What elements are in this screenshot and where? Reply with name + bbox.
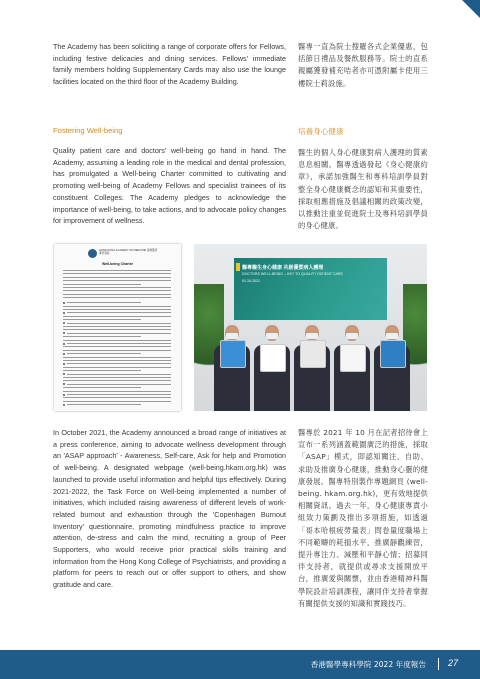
intro-zh <box>298 41 428 90</box>
document-text-line <box>67 384 171 385</box>
document-text-line <box>63 387 141 388</box>
document-text-line <box>67 374 171 375</box>
document-text-line <box>63 270 171 271</box>
intro-en <box>53 41 286 88</box>
document-org: HONG KONG ACADEMY OF MEDICINE 香港醫學專科學院 <box>99 249 158 255</box>
promo-sign <box>380 340 406 368</box>
document-text-line <box>67 312 171 313</box>
wellbeing-en <box>53 126 286 227</box>
intro-en-text: The Academy has been soliciting a range of corporate offers for Fellows, including festive delicacies and dining services. Fellows' immediate family members holding Supplementary Cards may also use the lounge facilities located on the third floor of the Academy Building. <box>53 42 286 87</box>
document-text-line <box>67 404 141 405</box>
document-text-line <box>67 353 141 354</box>
document-text-line <box>63 277 171 278</box>
document-text-line <box>63 294 171 295</box>
document-bullet-icon <box>63 312 65 314</box>
document-title: Well-being Charter <box>101 262 134 266</box>
face-mask <box>226 333 238 339</box>
document-text-line <box>63 360 171 361</box>
document-text-line <box>63 306 171 307</box>
document-bullet-icon <box>63 322 65 324</box>
document-text-line <box>67 363 171 364</box>
backdrop-marker <box>236 263 240 271</box>
wellbeing-zh-text: 醫生的個人身心健康對病人護理的質素息息相關。醫專透過發起《身心健康約章》，承諾加強醫生和專科培訓學員對整全身心健康概念的認知和其重要性，採取相應措施及倡議相關的政策改變，以推動注重並促進院士及專科培訓學員的身心健康。 <box>298 148 428 231</box>
document-text-line <box>63 287 171 288</box>
face-mask <box>306 333 318 339</box>
footer-divider <box>438 658 439 670</box>
page-footer <box>0 650 480 679</box>
document-text-line <box>63 340 171 341</box>
promo-sign <box>220 340 246 368</box>
document-bullet-icon <box>63 343 65 345</box>
document-bullet-icon <box>63 394 65 396</box>
backdrop-title-zh: 醫專醫生身心健康 共創優質病人護理 <box>242 265 324 271</box>
document-text-line <box>63 316 171 317</box>
document-text-line <box>63 297 171 298</box>
section-heading-zh: 培養身心健康 <box>298 127 344 136</box>
page-number: 27 <box>447 658 458 668</box>
document-text-line <box>63 350 171 351</box>
document-text-line <box>63 290 171 291</box>
document-text-line <box>63 380 171 381</box>
press-conference-photo <box>194 244 427 411</box>
document-text-line <box>63 367 171 368</box>
document-text-line <box>63 319 141 320</box>
promo-sign <box>300 340 326 368</box>
document-text-line <box>67 333 171 334</box>
document-text-line <box>63 370 141 371</box>
document-text-line <box>63 326 171 327</box>
promo-sign <box>340 344 366 372</box>
document-bullet-icon <box>63 404 65 406</box>
document-text-line <box>67 302 141 303</box>
document-text-line <box>63 397 171 398</box>
initiatives-zh-text: 醫專於 2021 年 10 月在記者招待會上宣布一系列涵蓋範圍廣泛的措施，採取「ASAP」模式，即認知關注、自助、求助及推廣身心健康，推動身心靈的健康發展。醫專特別製作專題網頁 (well-being. hkam.org.hk)，更有效地提供相關資訊。過去一年，身心健康專責小組致力策劃及推出多項措施，如透過「哥本哈根疲勞量表」問卷量度職場上不同範疇的耗損水平，推廣靜觀練習，提升專注力、減壓和平靜心情；招募同伴支持者，就提供或尋求支援開放平台，推廣愛與關懷，並由香港精神科醫學院設計培訓課程，讓同伴支持者掌握有關提供支援的知識和實踐技巧。 <box>298 428 428 608</box>
initiatives-zh <box>298 427 428 610</box>
backdrop-date: 01.10.2021 <box>242 279 260 283</box>
document-text-line <box>63 284 141 285</box>
document-bullet-icon <box>63 302 65 304</box>
document-text-line <box>67 394 171 395</box>
promo-sign <box>260 344 286 372</box>
backdrop-title-en: DOCTORS WELL-BEING – KEY TO QUALITY PATIENT CARE <box>242 272 343 276</box>
document-bullet-icon <box>63 373 65 375</box>
document-text-line <box>67 323 171 324</box>
section-heading-en: Fostering Well-being <box>53 126 123 135</box>
document-bullet-icon <box>63 383 65 385</box>
initiatives-en-text: In October 2021, the Academy announced a broad range of initiatives at a press conference, aiming to advocate wellness development through an 'ASAP approach' - Awareness, Self-care, Ask for help and Promotion of well-being. A designated webpage (well-being.hkam.org.hk) was launched to provide useful information and helpful tips effectively. During 2021-2022, the Task Force on Well-being implemented a number of initiatives, which included raising awareness of different levels of work-related burnout and exhaustion through the 'Copenhagen Burnout Inventory' questionnaire, promoting mindfulness practice to improve attention, de-stress and calm the mind, recruiting a group of Peer Supporters, who would receive prior practical skills training and information from the Hong Kong College of Psychiatrists, and providing a platform for peers to reach out or offer support to others, and show gratitude and care. <box>53 428 286 590</box>
face-mask <box>266 333 278 339</box>
document-text-line <box>63 346 171 347</box>
corner-tab <box>462 0 480 18</box>
report-title: 香港醫學專科學院 2022 年度報告 <box>310 660 426 669</box>
document-bullet-icon <box>63 363 65 365</box>
document-text-line <box>63 377 171 378</box>
intro-zh-text: 醫專一直為院士搜羅各式企業優惠，包括節日禮品及餐飲服務等。院士的直系親屬獲發補充咭者亦可憑附屬卡使用三樓院士莉設施。 <box>298 42 428 88</box>
document-text-line <box>63 401 171 402</box>
wellbeing-en-text: Quality patient care and doctors' well-being go hand in hand. The Academy, assuming a leading role in the medical and dental profession, has promulgated a Well-being Charter committed to cultivating and promoting well-being of Academy Fellows and specialist trainees of its constituent Colleges. The Academy pledges to acknowledge the importance of well-being, to take actions, and to advocate policy changes for improvement of wellness. <box>53 146 286 226</box>
document-text-line <box>63 309 171 310</box>
academy-logo-icon <box>88 249 97 258</box>
wellbeing-zh <box>298 126 428 232</box>
document-text-line <box>63 329 171 330</box>
document-text-line <box>63 336 141 337</box>
document-text-line <box>67 343 171 344</box>
document-text-line <box>63 273 171 274</box>
document-text-line <box>63 280 171 281</box>
document-bullet-icon <box>63 332 65 334</box>
face-mask <box>386 333 398 339</box>
document-text-line <box>63 391 171 392</box>
charter-document-image <box>54 244 181 411</box>
document-text-line <box>63 357 171 358</box>
face-mask <box>346 333 358 339</box>
initiatives-en <box>53 427 286 591</box>
document-bullet-icon <box>63 353 65 355</box>
